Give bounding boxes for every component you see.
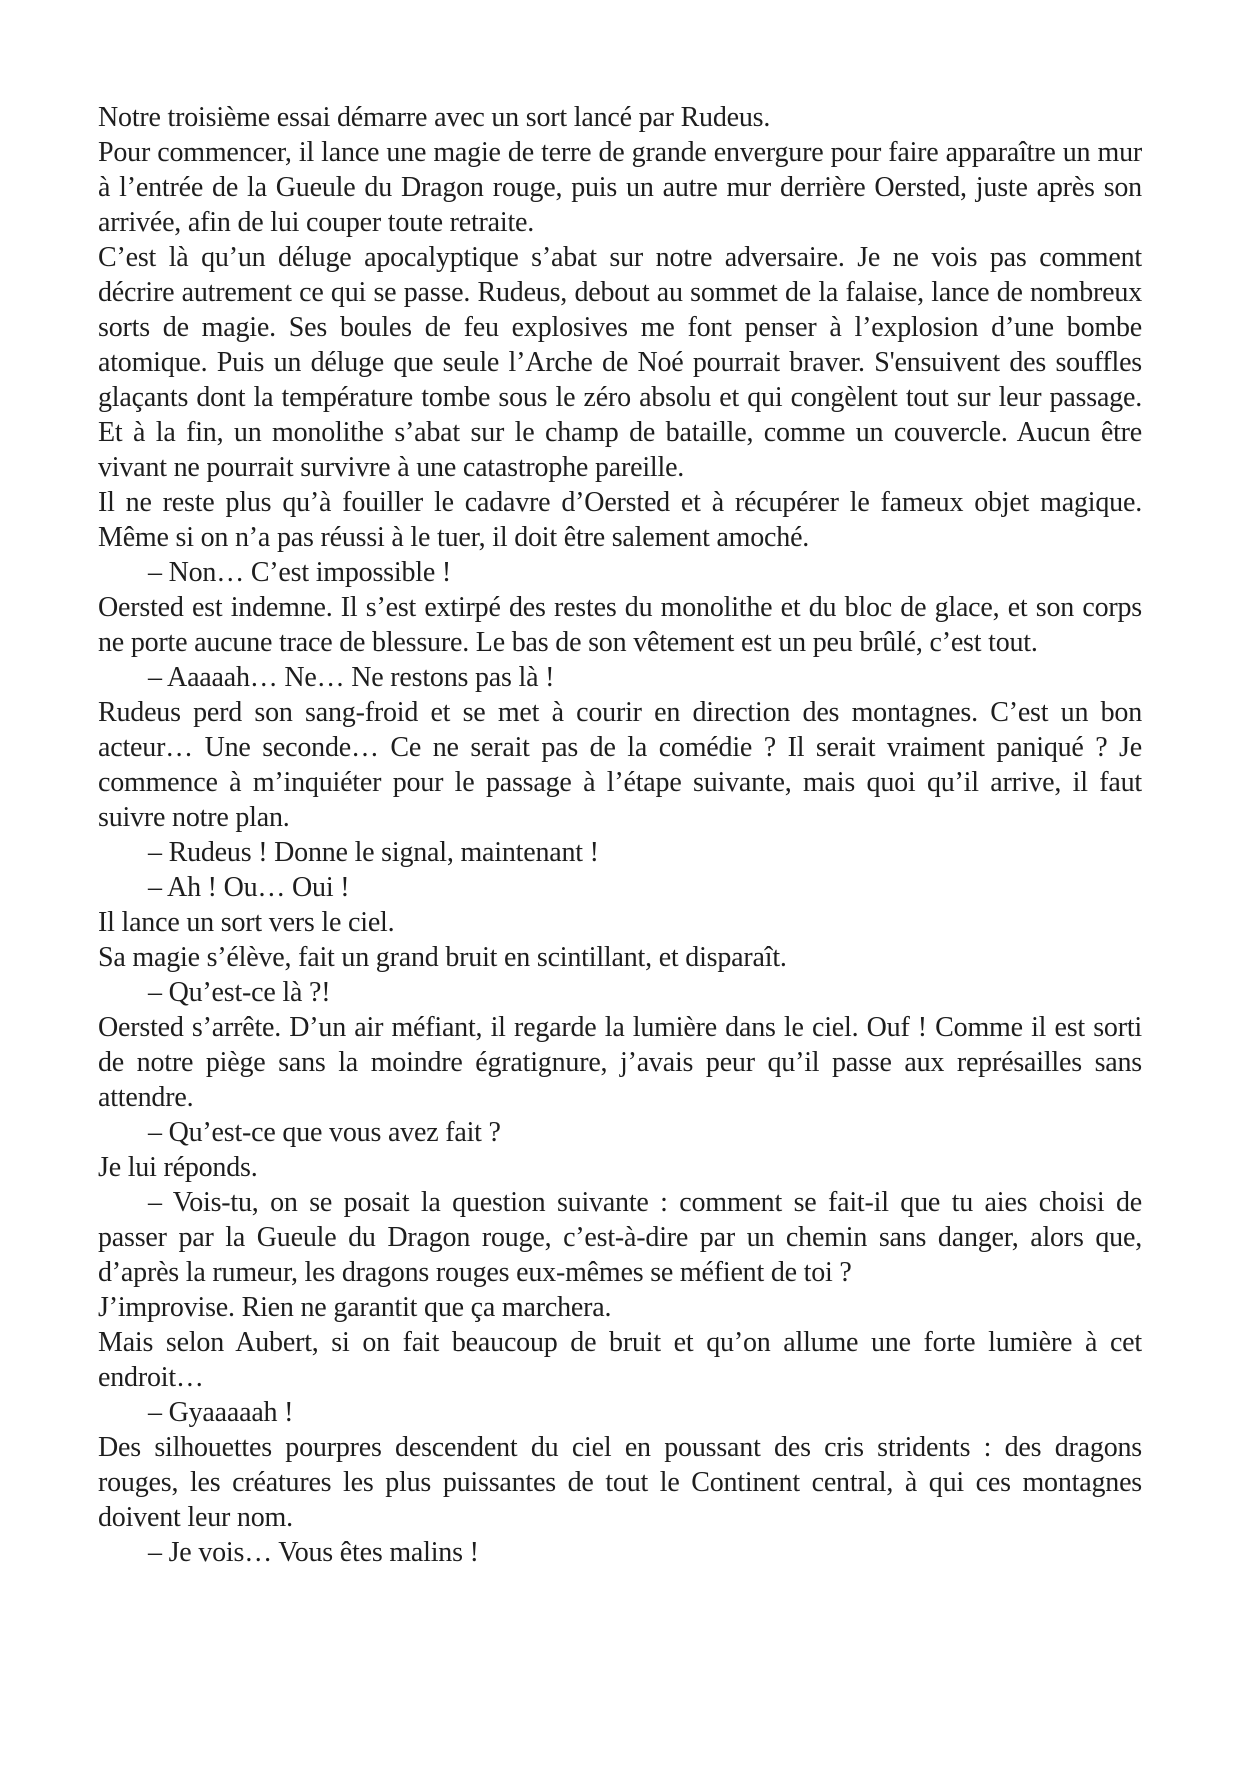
narration-paragraph: Il lance un sort vers le ciel. bbox=[98, 907, 395, 938]
dialogue-paragraph: – Rudeus ! Donne le signal, maintenant ! bbox=[148, 837, 599, 868]
dialogue-paragraph: – Qu’est-ce que vous avez fait ? bbox=[148, 1117, 501, 1148]
narration-paragraph: Rudeus perd son sang-froid et se met à courir en direction des montagnes. C’est un bon acteur… Une seconde… Ce ne serait pas de la comédie ? Il serait vraiment paniqué ? Je commence à m’inquiéter pour le passage à l’étape suivante, mais quoi qu’il arrive, il faut suivre notre plan. bbox=[98, 697, 1142, 833]
narration-paragraph: Je lui réponds. bbox=[98, 1152, 258, 1183]
narration-paragraph: J’improvise. Rien ne garantit que ça marchera. bbox=[98, 1292, 612, 1323]
dialogue-paragraph: – Ah ! Ou… Oui ! bbox=[148, 872, 350, 903]
narration-paragraph: Sa magie s’élève, fait un grand bruit en scintillant, et disparaît. bbox=[98, 942, 787, 973]
narration-paragraph: Oersted est indemne. Il s’est extirpé des restes du monolithe et du bloc de glace, et son corps ne porte aucune trace de blessure. Le bas de son vêtement est un peu brûlé, c’est tout. bbox=[98, 592, 1142, 658]
narration-paragraph: C’est là qu’un déluge apocalyptique s’abat sur notre adversaire. Je ne vois pas comment décrire autrement ce qui se passe. Rudeus, debout au sommet de la falaise, lance de nombreux sorts de magie. Ses boules de feu explosives me font penser à l’explosion d’une bombe atomique. Puis un déluge que seule l’Arche de Noé pourrait braver. S'ensuivent des souffles glaçants dont la température tombe sous le zéro absolu et qui congèlent tout sur leur passage. Et à la fin, un monolithe s’abat sur le champ de bataille, comme un couvercle. Aucun être vivant ne pourrait survivre à une catastrophe pareille. bbox=[98, 242, 1142, 483]
narration-paragraph: Il ne reste plus qu’à fouiller le cadavre d’Oersted et à récupérer le fameux objet magique. Même si on n’a pas réussi à le tuer, il doit être salement amoché. bbox=[98, 487, 1142, 553]
dialogue-paragraph: – Vois-tu, on se posait la question suivante : comment se fait-il que tu aies choisi de passer par la Gueule du Dragon rouge, c’est-à-dire par un chemin sans danger, alors que, d’après la rumeur, les dragons rouges eux-mêmes se méfient de toi ? bbox=[98, 1187, 1142, 1288]
narration-paragraph: Notre troisième essai démarre avec un sort lancé par Rudeus. bbox=[98, 102, 771, 133]
dialogue-paragraph: – Aaaaah… Ne… Ne restons pas là ! bbox=[148, 662, 555, 693]
narration-paragraph: Pour commencer, il lance une magie de terre de grande envergure pour faire apparaître un mur à l’entrée de la Gueule du Dragon rouge, puis un autre mur derrière Oersted, juste après son arrivée, afin de lui couper toute retraite. bbox=[98, 137, 1142, 238]
dialogue-paragraph: – Je vois… Vous êtes malins ! bbox=[148, 1537, 479, 1568]
narration-paragraph: Oersted s’arrête. D’un air méfiant, il regarde la lumière dans le ciel. Ouf ! Comme il est sorti de notre piège sans la moindre égratignure, j’avais peur qu’il passe aux représailles sans attendre. bbox=[98, 1012, 1142, 1113]
narration-paragraph: Mais selon Aubert, si on fait beaucoup de bruit et qu’on allume une forte lumière à cet endroit… bbox=[98, 1327, 1142, 1393]
page-text-block bbox=[98, 100, 1142, 1570]
dialogue-paragraph: – Non… C’est impossible ! bbox=[148, 557, 451, 588]
dialogue-paragraph: – Gyaaaaah ! bbox=[148, 1397, 294, 1428]
dialogue-paragraph: – Qu’est-ce là ?! bbox=[148, 977, 331, 1008]
narration-paragraph: Des silhouettes pourpres descendent du ciel en poussant des cris stridents : des dragons rouges, les créatures les plus puissantes de tout le Continent central, à qui ces montagnes doivent leur nom. bbox=[98, 1432, 1142, 1533]
